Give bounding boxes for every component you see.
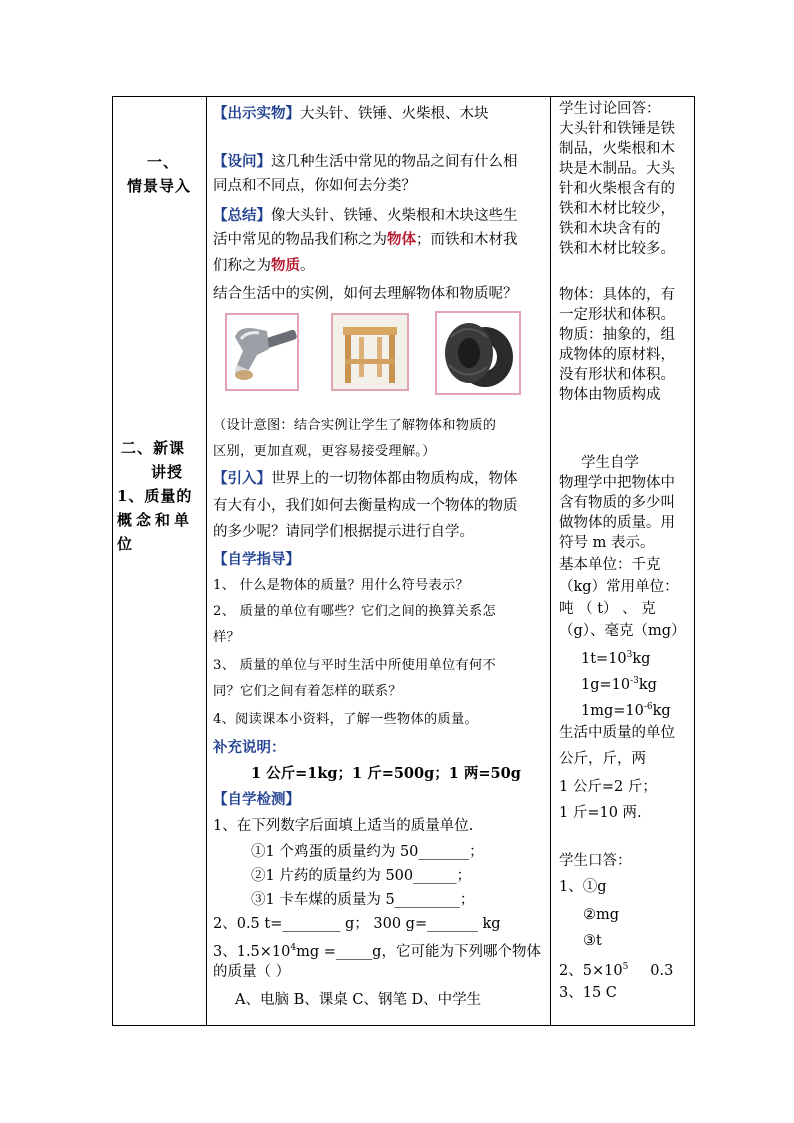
unit-conversion-3-post: kg: [652, 702, 671, 719]
combine-question: 结合生活中的实例，如何去理解物体和物质呢？: [213, 286, 518, 302]
tire-image: [435, 311, 521, 395]
section2-line4: 概念和单: [117, 511, 194, 529]
show-line: [213, 105, 489, 123]
section1-title: 情景导入: [127, 177, 192, 195]
student-line: 铁和木块含有的: [559, 221, 661, 237]
lesson-table: [112, 96, 695, 1026]
student-line: 基本单位：千克: [559, 557, 661, 573]
check-q3a-pre: 3、1.5×10: [213, 943, 291, 960]
student-line: 学生讨论回答：: [559, 101, 661, 117]
check-q3a: [213, 939, 541, 961]
summary-text-2a: 活中常见的物品我们称之为: [213, 232, 387, 248]
intro-text-1: 世界上的一切物体都由物质构成，物体: [271, 471, 518, 487]
intro-line-3: 的多少呢？请同学们根据提示进行自学。: [213, 524, 474, 540]
section2-line3: 1、质量的: [117, 487, 193, 505]
summary-text-2b: ；而铁和木材我: [416, 232, 518, 248]
section-column: [113, 97, 206, 1025]
unit-conversion-1-exponent: 3: [626, 650, 633, 660]
student-line: 物体：具体的，有: [559, 287, 675, 303]
ask-line-1: [213, 153, 518, 171]
unit-conversion-2: [581, 671, 657, 695]
check-q1a: ①1 个鸡蛋的质量约为 50_______；: [251, 844, 484, 860]
student-line: 生活中质量的单位: [559, 725, 675, 741]
summary-line-2: [213, 231, 518, 249]
summary-tag: 【总结】: [213, 207, 271, 224]
show-tag: 【出示实物】: [213, 105, 300, 122]
unit-conversion-3-pre: 1mg=10: [581, 702, 644, 719]
answer-line: 3、15 C: [559, 985, 617, 1001]
note-tag: 补充说明：: [213, 739, 286, 756]
student-line: 制品，火柴根和木: [559, 141, 675, 157]
student-line: 做物体的质量。用: [559, 515, 675, 531]
student-line: （kg）常用单位：: [559, 579, 679, 595]
student-line: 铁和木材比较少，: [559, 201, 675, 217]
answer-2-post: 0.3: [650, 962, 674, 979]
student-line: 公斤，斤，两: [559, 751, 646, 767]
guide-q1: 1、 什么是物体的质量？用什么符号表示？: [213, 578, 469, 593]
student-line: 学生口答：: [559, 853, 632, 869]
guide-q2b: 样？: [213, 630, 240, 645]
student-line: 针和火柴根含有的: [559, 181, 675, 197]
ask-line-2: 同点和不同点，你如何去分类？: [213, 178, 416, 194]
answer-line-2: [559, 957, 673, 981]
summary-line-1: [213, 207, 518, 225]
stool-image: [331, 313, 409, 391]
keyword-matter: 物质: [271, 257, 300, 274]
keyword-object: 物体: [387, 231, 416, 248]
section2-line5: 位: [117, 535, 134, 553]
student-line: 含有物质的多少叫: [559, 495, 675, 511]
student-line: 大头针和铁锤是铁: [559, 121, 675, 137]
student-line: 学生自学: [581, 455, 639, 471]
summary-line-3: [213, 257, 315, 275]
unit-conversion-1: [581, 645, 650, 669]
answer-2-exponent: 5: [622, 962, 629, 972]
unit-conversion-2-post: kg: [638, 676, 657, 693]
guide-q2a: 2、 质量的单位有哪些？它们之间的换算关系怎: [213, 604, 496, 619]
student-line: 1 斤=10 两.: [559, 805, 642, 821]
student-line: 物体由物质构成: [559, 387, 661, 403]
student-line: 铁和木材比较多。: [559, 241, 675, 257]
answer-line: ②mg: [583, 907, 620, 923]
note-text: 1 公斤=1kg；1 斤=500g；1 两=50g: [251, 765, 521, 782]
check-tag: 【自学检测】: [213, 791, 300, 808]
student-line: 1 公斤=2 斤；: [559, 779, 657, 795]
design-intent-1: （设计意图：结合实例让学生了解物体和物质的: [213, 418, 497, 433]
student-line: 块是木制品。大头: [559, 161, 675, 177]
check-q1c: ③1 卡车煤的质量为 5_________；: [251, 892, 475, 908]
student-column: [553, 97, 694, 1025]
intro-line-1: [213, 470, 518, 488]
ask-text-1: 这几种生活中常见的物品之间有什么相: [271, 154, 518, 170]
check-q3b: 的质量（ ）: [213, 964, 291, 980]
unit-conversion-2-pre: 1g=10: [581, 676, 631, 693]
student-line: 一定形状和体积。: [559, 307, 675, 323]
answer-line: ③t: [583, 933, 602, 949]
column-divider: [550, 97, 551, 1025]
unit-conversion-3: [581, 697, 671, 721]
check-q3a-post: mg =_____g，它可能为下列哪个物体: [296, 943, 541, 960]
design-intent-2: 区别，更加直观，更容易接受理解。）: [213, 444, 436, 459]
summary-text-3a: 们称之为: [213, 258, 271, 274]
answer-line: 1、①g: [559, 879, 607, 895]
summary-text-1: 像大头针、铁锤、火柴根和木块这些生: [271, 208, 518, 224]
student-line: 符号 m 表示。: [559, 535, 655, 551]
unit-conversion-3-exponent: -6: [643, 702, 653, 712]
guide-q3a: 3、 质量的单位与平时生活中所使用单位有何不: [213, 658, 496, 673]
student-line: 成物体的原材料，: [559, 347, 675, 363]
section2-line2: 讲授: [151, 463, 184, 481]
student-line: 没有形状和体积。: [559, 367, 675, 383]
section2-line1: 二、新课: [121, 439, 186, 457]
student-line: 吨 （ t） 、 克: [559, 601, 656, 617]
section1-number: 一、: [147, 153, 180, 171]
show-text: 大头针、铁锤、火柴根、木块: [300, 106, 489, 122]
check-q3a-exponent: 4: [290, 943, 297, 953]
ask-tag: 【设问】: [213, 153, 271, 170]
guide-tag: 【自学指导】: [213, 551, 300, 568]
unit-conversion-2-exponent: -3: [630, 676, 639, 686]
intro-tag: 【引入】: [213, 470, 271, 487]
check-q3-options: A、电脑 B、课桌 C、钢笔 D、中学生: [235, 992, 482, 1008]
content-column: [207, 97, 550, 1025]
hammer-image: [225, 313, 299, 391]
guide-q3b: 同？它们之间有着怎样的联系？: [213, 684, 402, 699]
student-line: 物质：抽象的，组: [559, 327, 675, 343]
check-q1b: ②1 片药的质量约为 500______；: [251, 868, 472, 884]
answer-2-pre: 2、5×10: [559, 962, 623, 979]
intro-line-2: 有大有小，我们如何去衡量构成一个物体的物质: [213, 498, 518, 514]
guide-q4: 4、阅读课本小资料，了解一些物体的质量。: [213, 712, 478, 727]
student-line: 物理学中把物体中: [559, 475, 675, 491]
check-q1: 1、在下列数字后面填上适当的质量单位.: [213, 818, 474, 834]
unit-conversion-1-post: kg: [632, 650, 651, 667]
student-line: （g）、毫克（mg）: [559, 623, 686, 639]
check-q2: 2、0.5 t=________ g； 300 g=_______ kg: [213, 916, 501, 932]
unit-conversion-1-pre: 1t=10: [581, 650, 627, 667]
summary-text-3b: 。: [300, 258, 315, 274]
